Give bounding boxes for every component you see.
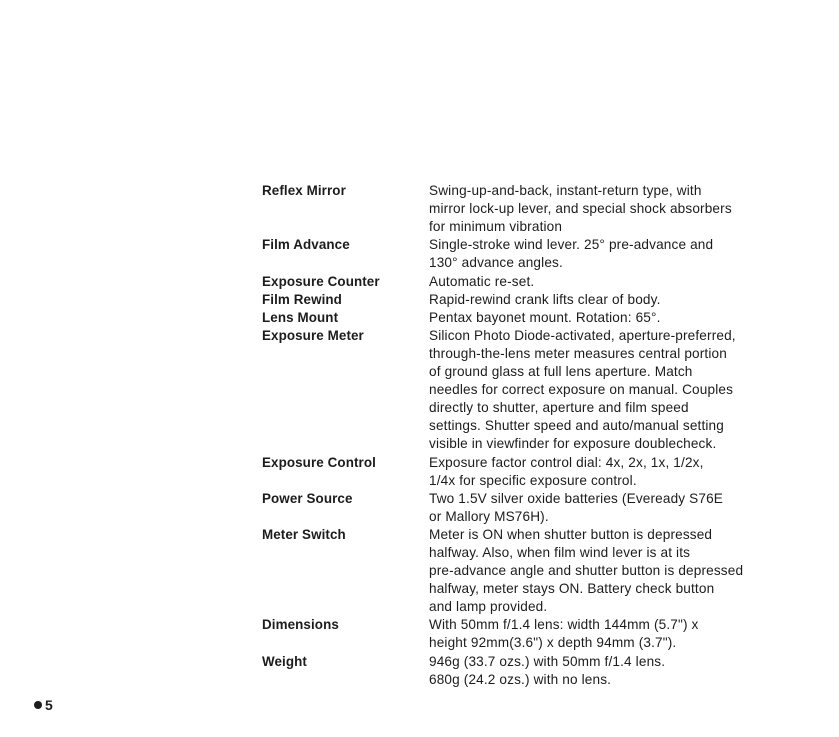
spec-value-line: halfway, meter stays ON. Battery check button: [429, 581, 715, 597]
spec-value: [429, 291, 829, 309]
spec-value-line: settings. Shutter speed and auto/manual setting: [429, 418, 724, 434]
spec-value: [429, 490, 829, 526]
spec-value-line: 946g (33.7 ozs.) with 50mm f/1.4 lens.: [429, 653, 666, 669]
spec-label: Dimensions: [262, 617, 339, 633]
spec-value-line: through-the-lens meter measures central portion: [429, 345, 727, 361]
spec-value-line: 1/4x for specific exposure control.: [429, 472, 637, 488]
spec-value-line: pre-advance angle and shutter button is depressed: [429, 563, 744, 579]
spec-label: Weight: [262, 653, 307, 669]
spec-label: Exposure Meter: [262, 327, 364, 343]
page-number-text: 5: [45, 697, 53, 713]
spec-value-line: for minimum vibration: [429, 219, 563, 235]
spec-value-line: or Mallory MS76H).: [429, 508, 549, 524]
spec-value-line: Silicon Photo Diode-activated, aperture-preferred,: [429, 327, 736, 343]
spec-value: [429, 526, 829, 616]
spec-label: Film Rewind: [262, 291, 342, 307]
spec-value-line: Automatic re-set.: [429, 273, 535, 289]
spec-value: [429, 182, 829, 236]
spec-value: [429, 653, 829, 689]
spec-value-line: 680g (24.2 ozs.) with no lens.: [429, 671, 612, 687]
spec-value: [429, 616, 829, 652]
spec-value-line: Rapid-rewind crank lifts clear of body.: [429, 291, 661, 307]
spec-value-line: Swing-up-and-back, instant-return type, with: [429, 183, 702, 198]
spec-value: [429, 327, 829, 454]
page-number: [34, 696, 53, 714]
spec-value: [429, 309, 829, 327]
spec-value-line: directly to shutter, aperture and film speed: [429, 400, 689, 416]
spec-value-line: needles for correct exposure on manual. Couples: [429, 382, 734, 398]
spec-label: Exposure Control: [262, 454, 376, 470]
spec-value-line: of ground glass at full lens aperture. Match: [429, 363, 693, 379]
bullet-dot-icon: [34, 701, 42, 709]
spec-label: Power Source: [262, 490, 353, 506]
spec-value-line: Meter is ON when shutter button is depressed: [429, 526, 713, 542]
spec-value-line: and lamp provided.: [429, 599, 548, 615]
spec-value: [429, 236, 829, 272]
spec-label: Film Advance: [262, 237, 350, 253]
spec-value-line: mirror lock-up lever, and special shock absorbers: [429, 201, 732, 217]
spec-label: Reflex Mirror: [262, 183, 346, 198]
spec-value: [429, 273, 829, 291]
spec-value-line: Single-stroke wind lever. 25° pre-advance and: [429, 237, 714, 253]
spec-value-line: 130° advance angles.: [429, 255, 563, 271]
spec-value-line: Exposure factor control dial: 4x, 2x, 1x, 1/2x,: [429, 454, 704, 470]
spec-value-line: visible in viewfinder for exposure doublecheck.: [429, 436, 717, 452]
spec-value-line: halfway. Also, when film wind lever is at its: [429, 544, 691, 560]
spec-value-line: Pentax bayonet mount. Rotation: 65°.: [429, 309, 661, 325]
spec-label: Lens Mount: [262, 309, 339, 325]
spec-label: Meter Switch: [262, 526, 346, 542]
spec-value: [429, 454, 829, 490]
spec-value-line: height 92mm(3.6") x depth 94mm (3.7").: [429, 635, 677, 651]
spec-value-line: Two 1.5V silver oxide batteries (Eveready S76E: [429, 490, 724, 506]
spec-label: Exposure Counter: [262, 273, 380, 289]
spec-value-line: With 50mm f/1.4 lens: width 144mm (5.7") x: [429, 617, 699, 633]
